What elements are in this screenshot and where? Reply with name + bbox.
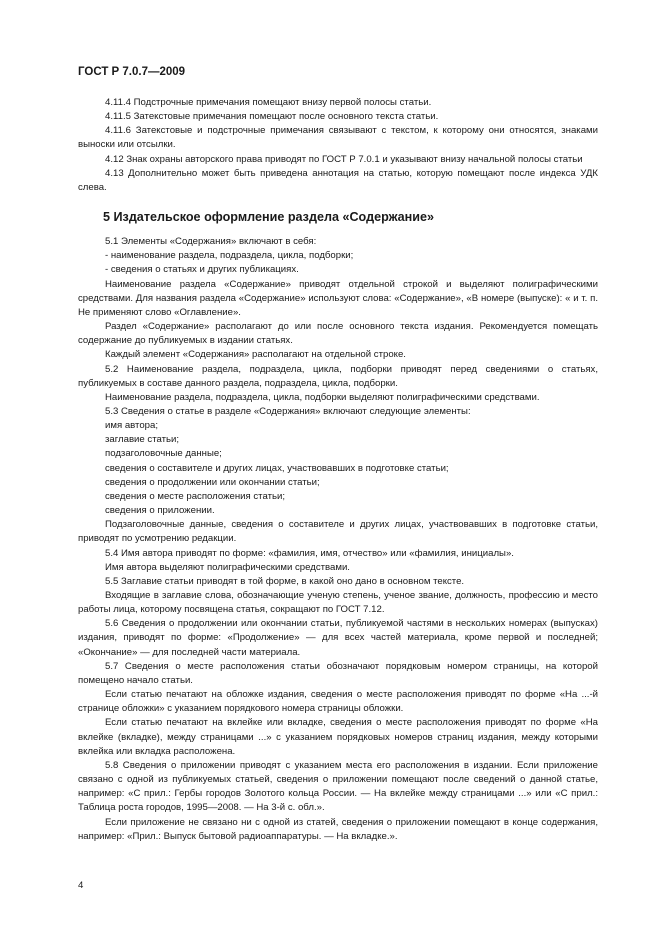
list-item: сведения о составителе и других лицах, участвовавших в подготовке статьи; xyxy=(105,462,449,474)
paragraph: Подзаголовочные данные, сведения о составителе и других лицах, участвовавших в подготовке статьи, приводят по усмотрению редакции. xyxy=(78,519,598,545)
paragraph: Если статью печатают на вклейке или вкладке, сведения о месте расположения приводят по форме «На вклейке (вкладке), между страницами ...» с указанием порядковых номеров страниц издания, между которыми вклейка или вкладка расположена. xyxy=(78,717,598,757)
paragraph: Наименование раздела, подраздела, цикла, подборки выделяют полиграфическими средствами. xyxy=(105,391,540,403)
paragraph: Входящие в заглавие слова, обозначающие ученую степень, ученое звание, должность, профессию и место работы лица, которому посвящена статья, сокращают по ГОСТ 7.12. xyxy=(78,590,598,616)
paragraph: 5.1 Элементы «Содержания» включают в себя: xyxy=(105,236,317,248)
paragraph: 5.8 Сведения о приложении приводят с указанием места его расположения в издании. Если приложение связано с одной из публикуемых статьей, сведения о приложении помещают после сведений о данной статье, например: «С прил.: Гербы городов Золотого кольца России. — На вклейке между страницами ...» или «С прил.: Таблица роста городов, 1995—2008. — На 3-й с. обл.». xyxy=(78,759,598,814)
page-number: 4 xyxy=(78,880,84,891)
paragraph: 4.11.4 Подстрочные примечания помещают внизу первой полосы статьи. xyxy=(105,97,432,108)
list-item: заглавие статьи; xyxy=(105,434,180,446)
paragraph: 4.12 Знак охраны авторского права приводят по ГОСТ Р 7.0.1 и указывают внизу начальной полосы статьи xyxy=(105,153,583,165)
paragraph: 5.2 Наименование раздела, подраздела, цикла, подборки приводят перед сведениями о статьях, публикуемых в составе данного раздела, подраздела, цикла, подборки. xyxy=(78,363,598,389)
paragraph: Имя автора выделяют полиграфическими средствами. xyxy=(105,561,350,573)
list-item: - наименование раздела, подраздела, цикла, подборки; xyxy=(105,250,354,262)
list-item: подзаголовочные данные; xyxy=(105,448,222,460)
document-header: ГОСТ Р 7.0.7—2009 xyxy=(78,66,186,78)
paragraph: Если приложение не связано ни с одной из статей, сведения о приложении помещают в конце содержания, например: «Прил.: Выпуск бытовой радиоаппаратуры. — На вкладке.». xyxy=(78,816,598,842)
list-item: сведения о продолжении или окончании статьи; xyxy=(105,476,320,488)
section-title: 5 Издательское оформление раздела «Содержание» xyxy=(103,210,435,225)
list-item: сведения о месте расположения статьи; xyxy=(105,490,285,502)
paragraph: Каждый элемент «Содержания» располагают на отдельной строке. xyxy=(105,349,406,361)
paragraph: Если статью печатают на обложке издания, сведения о месте расположения приводят по форме «На ...-й странице обложки» с указанием порядкового номера страницы обложки. xyxy=(78,689,598,715)
list-item: - сведения о статьях и других публикациях. xyxy=(105,264,299,276)
paragraph: 4.11.5 Затекстовые примечания помещают после основного текста статьи. xyxy=(105,111,439,123)
paragraph: 4.11.6 Затекстовые и подстрочные примечания связывают с текстом, к которому они относятся, знаками выноски или отсылки. xyxy=(78,125,598,151)
page-content xyxy=(78,96,598,844)
paragraph: 5.6 Сведения о продолжении или окончании статьи, публикуемой частями в нескольких номерах (выпусках) издания, приводят по форме: «Продолжение» — для всех частей материала, кроме первой и последней; «Окончание» — для последней части материала. xyxy=(78,618,598,658)
paragraph: 5.7 Сведения о месте расположения статьи обозначают порядковым номером страницы, на которой помещено начало статьи. xyxy=(78,660,598,686)
paragraph: 5.4 Имя автора приводят по форме: «фамилия, имя, отчество» или «фамилия, инициалы». xyxy=(105,547,514,559)
paragraph: 5.5 Заглавие статьи приводят в той форме, в какой оно дано в основном тексте. xyxy=(105,575,465,587)
list-item: сведения о приложении. xyxy=(105,505,215,517)
paragraph: 4.13 Дополнительно может быть приведена аннотация на статью, которую помещают после индекса УДК слева. xyxy=(78,167,598,193)
paragraph: Раздел «Содержание» располагают до или после основного текста издания. Рекомендуется помещать содержание до публикуемых в издании статьях. xyxy=(78,321,598,347)
paragraph: Наименование раздела «Содержание» приводят отдельной строкой и выделяют полиграфическими средствами. Для названия раздела «Содержание» используют слова: «Содержание», «В номере (выпуске): « и т. п. Не применяют слово «Оглавление». xyxy=(78,278,598,318)
paragraph: 5.3 Сведения о статье в разделе «Содержания» включают следующие элементы: xyxy=(105,405,471,417)
list-item: имя автора; xyxy=(105,420,158,432)
